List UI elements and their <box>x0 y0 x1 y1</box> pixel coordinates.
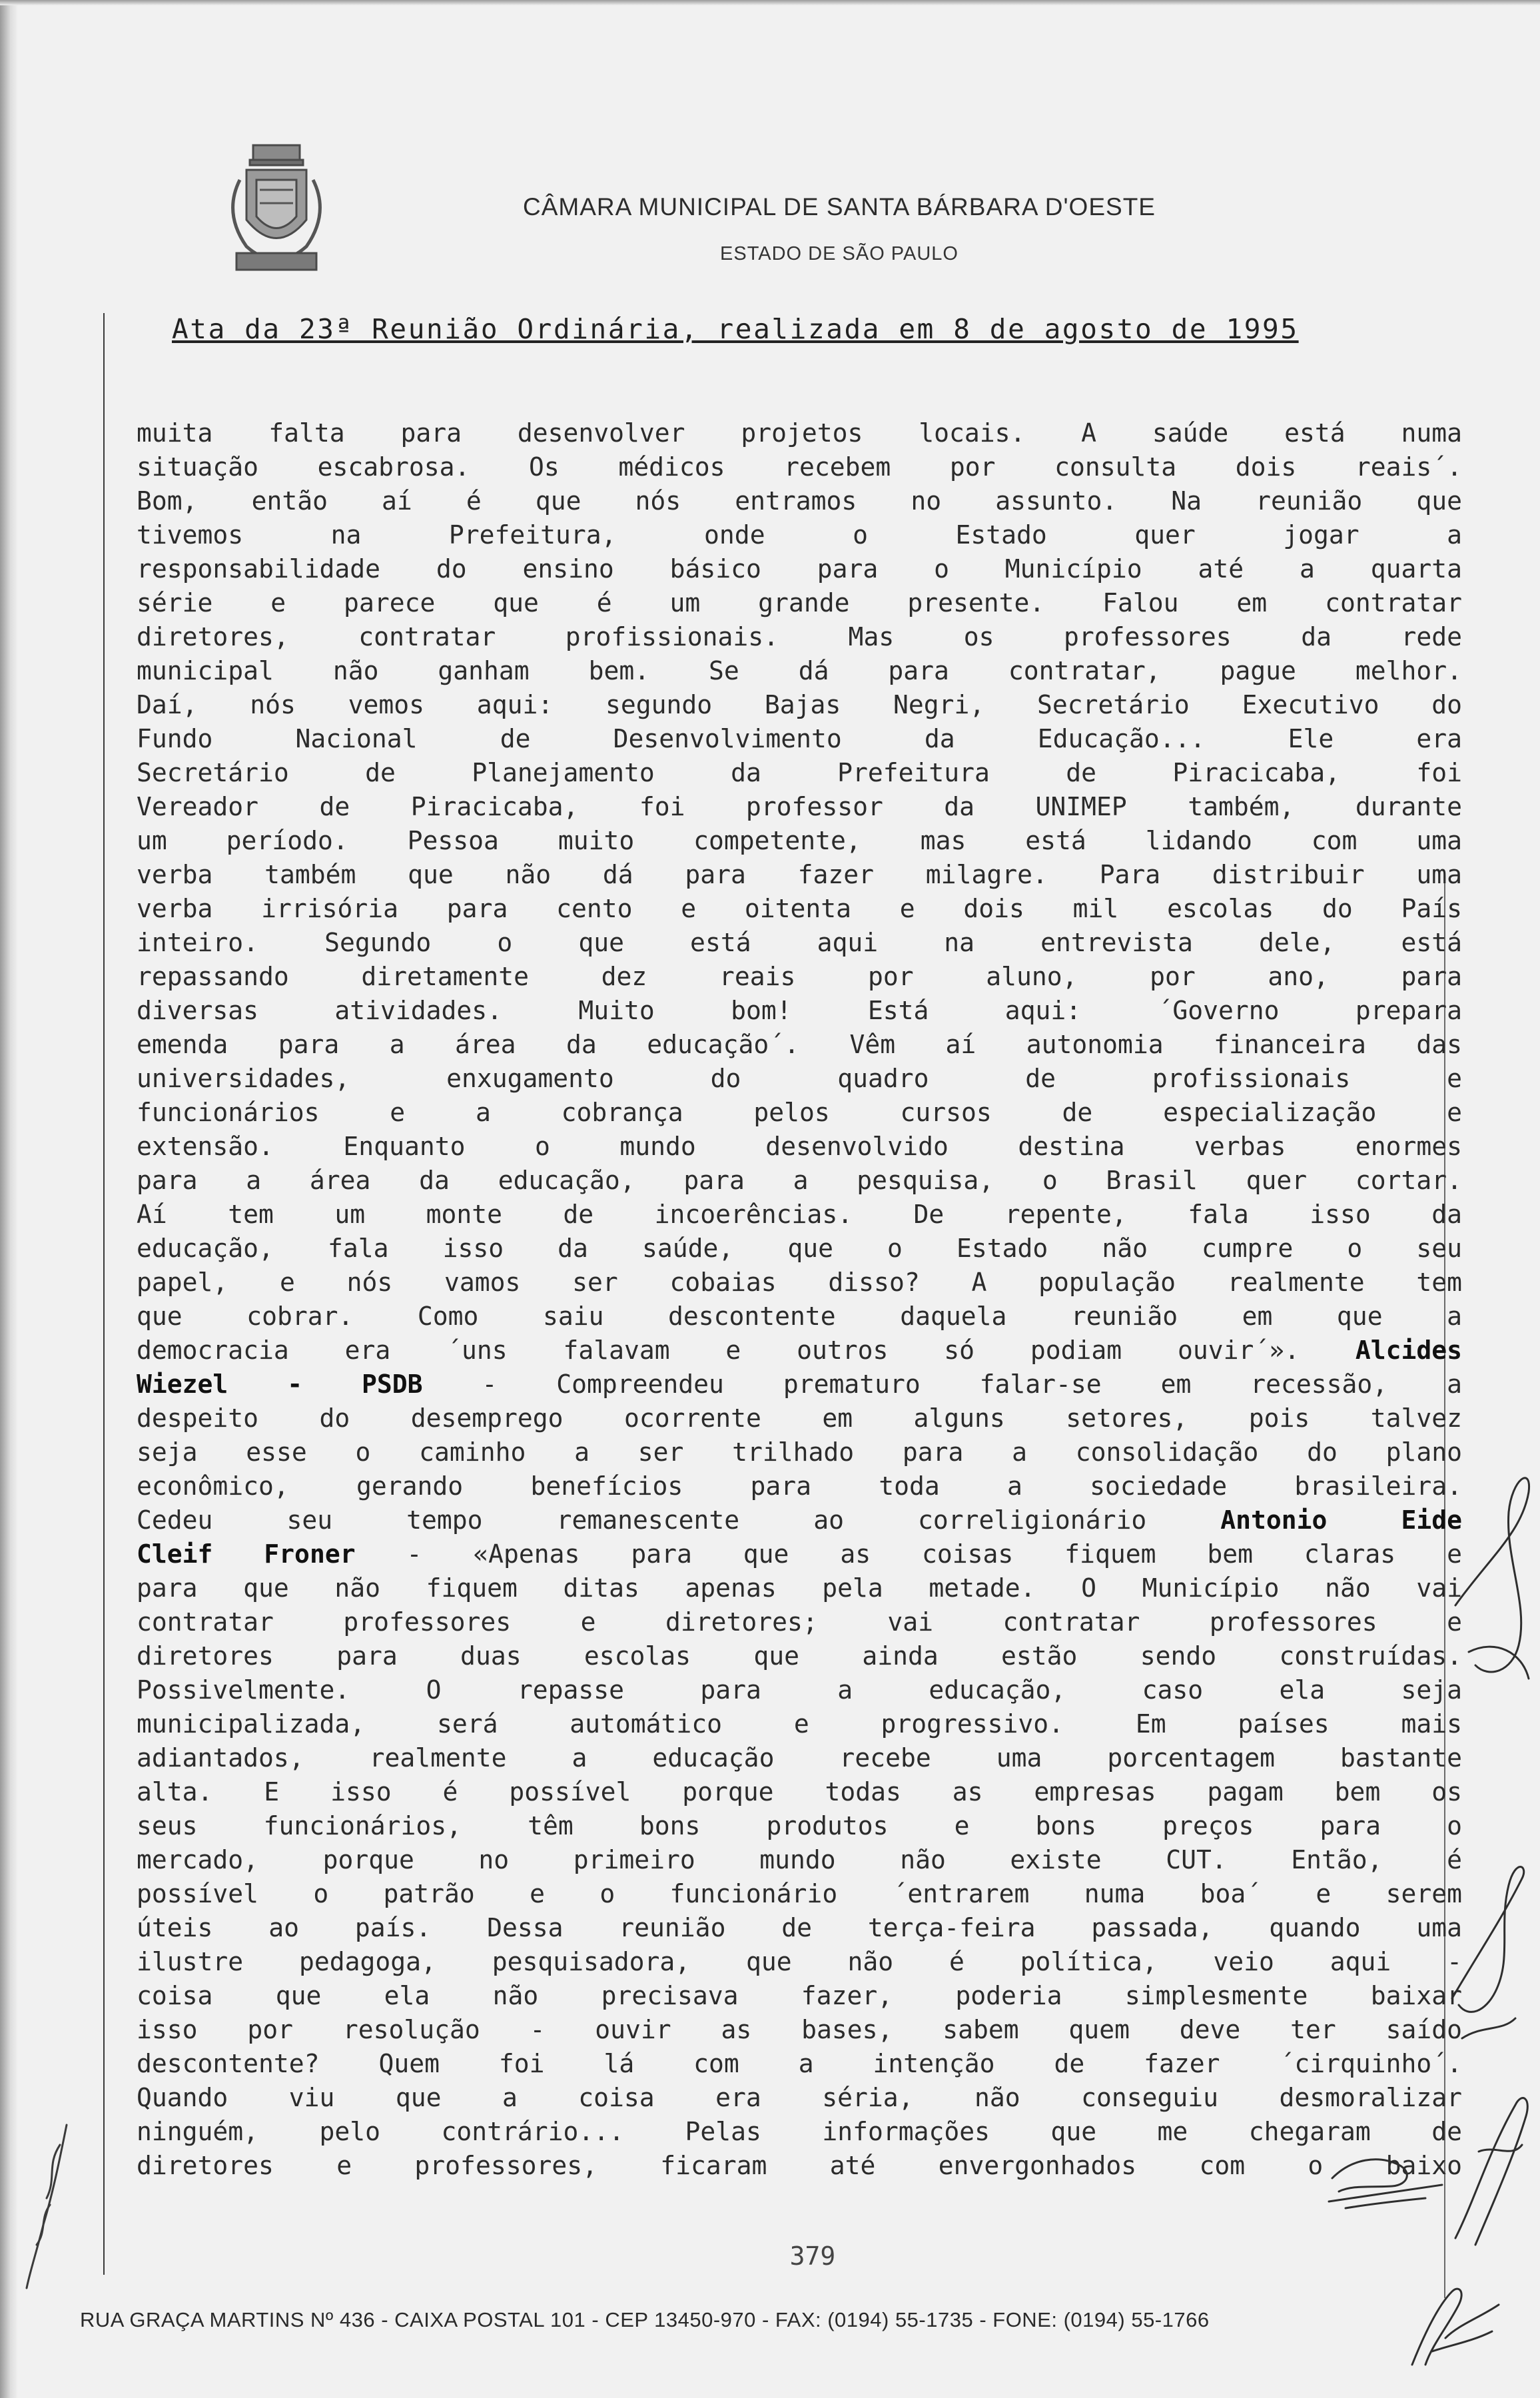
text-line: contratar professores e diretores; vai contratar professores e <box>137 1607 1462 1637</box>
text-line: muita falta para desenvolver projetos locais. A saúde está numa <box>137 418 1462 448</box>
text-line: inteiro. Segundo o que está aqui na entrevista dele, está <box>137 928 1462 957</box>
text-line: responsabilidade do ensino básico para o Município até a quarta <box>137 554 1462 584</box>
signature-left-margin <box>20 2118 73 2291</box>
text-line: econômico, gerando benefícios para toda a sociedade brasileira. <box>137 1471 1462 1501</box>
text-line: situação escabrosa. Os médicos recebem por consulta dois reais´. <box>137 452 1462 482</box>
text-line: educação, fala isso da saúde, que o Estado não cumpre o seu <box>137 1234 1462 1263</box>
text-line: democracia era ´uns falavam e outros só podiam ouvir´». Alcides <box>137 1336 1462 1365</box>
speaker-name: Antonio Eide <box>1220 1505 1462 1535</box>
text-line: alta. E isso é possível porque todas as empresas pagam bem os <box>137 1777 1462 1806</box>
speaker-name: Cleif Froner <box>137 1539 356 1569</box>
page-left-edge <box>0 0 17 2398</box>
text-line: ilustre pedagoga, pesquisadora, que não é política, veio aqui - <box>137 1947 1462 1976</box>
state-name: ESTADO DE SÃO PAULO <box>720 243 959 264</box>
text-line: adiantados, realmente a educação recebe uma porcentagem bastante <box>137 1743 1462 1773</box>
text-line: que cobrar. Como saiu descontente daquela reunião em que a <box>137 1302 1462 1331</box>
text-line: seus funcionários, têm bons produtos e bons preços para o <box>137 1811 1462 1840</box>
text-line: tivemos na Prefeitura, onde o Estado quer jogar a <box>137 520 1462 550</box>
speaker-name: Wiezel - PSDB <box>137 1370 423 1399</box>
text-line: diretores para duas escolas que ainda estão sendo construídas. <box>137 1641 1462 1671</box>
minutes-title: Ata da 23ª Reunião Ordinária, realizada em 8 de agosto de 1995 <box>172 313 1299 345</box>
text-line: Fundo Nacional de Desenvolvimento da Educação... Ele era <box>137 724 1462 753</box>
signature-right-margin <box>1449 1452 1535 2251</box>
text-line: possível o patrão e o funcionário ´entrarem numa boa´ e serem <box>137 1879 1462 1908</box>
text-line: coisa que ela não precisava fazer, poderia simplesmente baixar <box>137 1981 1462 2010</box>
text-line: repassando diretamente dez reais por aluno, por ano, para <box>137 962 1462 991</box>
text-line: Quando viu que a coisa era séria, não conseguiu desmoralizar <box>137 2083 1462 2112</box>
text-line: Daí, nós vemos aqui: segundo Bajas Negri, Secretário Executivo do <box>137 690 1462 719</box>
text-line: verba irrisória para cento e oitenta e dois mil escolas do País <box>137 894 1462 923</box>
text-line: diretores e professores, ficaram até envergonhados com o baixo <box>137 2151 1462 2180</box>
speaker-name: Alcides <box>1355 1336 1462 1365</box>
text-line: despeito do desemprego ocorrente em alguns setores, pois talvez <box>137 1403 1462 1433</box>
text-line: mercado, porque no primeiro mundo não existe CUT. Então, é <box>137 1845 1462 1874</box>
text-line: Secretário de Planejamento da Prefeitura de Piracicaba, foi <box>137 758 1462 787</box>
footer-address: RUA GRAÇA MARTINS Nº 436 - CAIXA POSTAL 101 - CEP 13450-970 - FAX: (0194) 55-1735 - FONE: (0194) 55-1766 <box>80 2308 1210 2331</box>
text-line: Vereador de Piracicaba, foi professor da UNIMEP também, durante <box>137 792 1462 821</box>
text-line: Possivelmente. O repasse para a educação, caso ela seja <box>137 1675 1462 1705</box>
text-line: Bom, então aí é que nós entramos no assunto. Na reunião que <box>137 486 1462 516</box>
municipal-coat-of-arms-icon <box>220 140 333 283</box>
text-line: verba também que não dá para fazer milagre. Para distribuir uma <box>137 860 1462 889</box>
text-line: municipalizada, será automático e progressivo. Em países mais <box>137 1709 1462 1739</box>
text-line: um período. Pessoa muito competente, mas está lidando com uma <box>137 826 1462 855</box>
left-margin-rule <box>103 313 105 2275</box>
text-line: extensão. Enquanto o mundo desenvolvido destina verbas enormes <box>137 1132 1462 1161</box>
text-line: Aí tem um monte de incoerências. De repente, fala isso da <box>137 1200 1462 1229</box>
text-line: seja esse o caminho a ser trilhado para a consolidação do plano <box>137 1437 1462 1467</box>
text-line: Wiezel - PSDB - Compreendeu prematuro falar-se em recessão, a <box>137 1370 1462 1399</box>
text-line: diversas atividades. Muito bom! Está aqui: ´Governo prepara <box>137 996 1462 1025</box>
text-line: papel, e nós vamos ser cobaias disso? A população realmente tem <box>137 1268 1462 1297</box>
page-top-edge <box>0 0 1540 5</box>
text-line: para que não fiquem ditas apenas pela metade. O Município não vai <box>137 1573 1462 1603</box>
text-line: para a área da educação, para a pesquisa, o Brasil quer cortar. <box>137 1166 1462 1195</box>
signature-bottom-right <box>1326 2138 1445 2218</box>
text-line: universidades, enxugamento do quadro de profissionais e <box>137 1064 1462 1093</box>
text-line: isso por resolução - ouvir as bases, sabem quem deve ter saído <box>137 2015 1462 2044</box>
text-line: ninguém, pelo contrário... Pelas informações que me chegaram de <box>137 2117 1462 2146</box>
text-line: descontente? Quem foi lá com a intenção de fazer ´cirquinho´. <box>137 2049 1462 2078</box>
minutes-body <box>137 416 1462 2183</box>
page-number: 379 <box>789 2241 836 2271</box>
text-line: Cedeu seu tempo remanescente ao correligionário Antonio Eide <box>137 1505 1462 1535</box>
text-line: municipal não ganham bem. Se dá para contratar, pague melhor. <box>137 656 1462 685</box>
organization-name: CÂMARA MUNICIPAL DE SANTA BÁRBARA D'OESTE <box>523 193 1156 220</box>
text-line: Cleif Froner - «Apenas para que as coisas fiquem bem claras e <box>137 1539 1462 1569</box>
text-line: úteis ao país. Dessa reunião de terça-feira passada, quando uma <box>137 1913 1462 1942</box>
text-line: série e parece que é um grande presente. Falou em contratar <box>137 588 1462 617</box>
text-line: funcionários e a cobrança pelos cursos de especialização e <box>137 1098 1462 1127</box>
text-line: diretores, contratar profissionais. Mas os professores da rede <box>137 622 1462 651</box>
text-line: emenda para a área da educação´. Vêm aí autonomia financeira das <box>137 1030 1462 1059</box>
signature-footer-overlap <box>1405 2278 1505 2371</box>
